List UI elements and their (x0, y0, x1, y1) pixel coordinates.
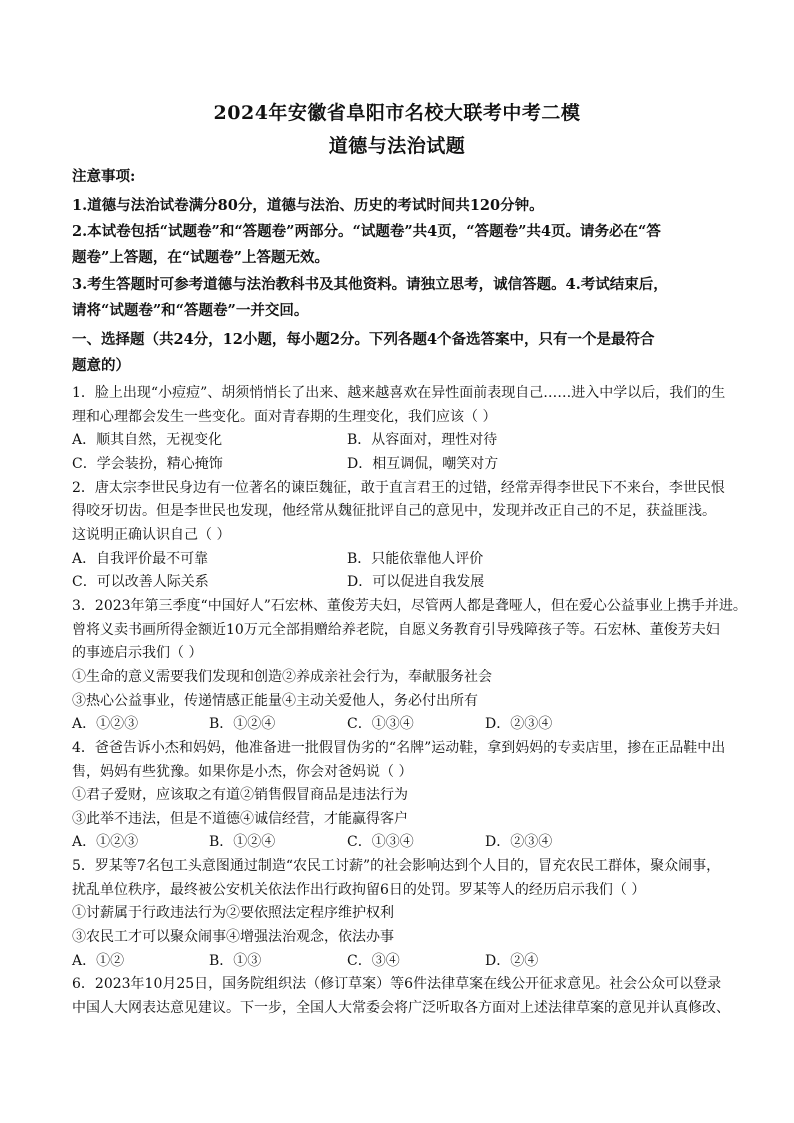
option-b: B．①②④ (209, 834, 276, 850)
option-a: A．自我评价最不可靠 (72, 551, 209, 567)
option-b: B．从容面对，理性对待 (347, 432, 498, 448)
notice-line: 1.道德与法治试卷满分80分，道德与法治、历史的考试时间共120分钟。 (72, 197, 544, 214)
option-d: D．②④ (485, 953, 539, 969)
question-stem: 4．爸爸告诉小杰和妈妈，他准备进一批假冒伪劣的“名牌”运动鞋，拿到妈妈的专卖店里，掺在正品鞋中出 (72, 740, 726, 756)
section-heading: 一、选择题（共24分，12小题，每小题2分。下列各题4个备选答案中，只有一个是最符合 (72, 331, 655, 348)
question-stem: 得咬牙切齿。但是李世民也发现，他经常从魏征批评自己的意见中，发现并改正自己的不足，获益匪浅。 (72, 503, 716, 519)
question-stem: 扰乱单位秩序，最终被公安机关依法作出行政拘留6日的处罚。罗某等人的经历启示我们（ ） (72, 882, 646, 898)
option-d: D．②③④ (485, 834, 553, 850)
option-b: B．①③ (209, 953, 262, 969)
question-stem: 2．唐太宗李世民身边有一位著名的谏臣魏征，敢于直言君王的过错，经常弄得李世民下不来台，李世民恨 (72, 480, 725, 496)
question-stem: 3．2023年第三季度“中国好人”石宏林、董俊芳夫妇，尽管两人都是聋哑人，但在爱心公益事业上携手并进。 (72, 598, 747, 614)
option-b: B．①②④ (209, 716, 276, 732)
exam-subtitle: 道德与法治试题 (328, 135, 466, 157)
question-stem: 1．脸上出现“小痘痘”、胡须悄悄长了出来、越来越喜欢在异性面前表现自己……进入中学以后，我们的生 (72, 385, 726, 401)
question-stem: 理和心理都会发生一些变化。面对青春期的生理变化，我们应该（ ） (72, 409, 497, 425)
notice-line: 2.本试卷包括“试题卷”和“答题卷”两部分。“试题卷”共4页，“答题卷”共4页。请务必在“答 (72, 223, 661, 240)
option-a: A．①② (72, 953, 125, 969)
notice-line: 题卷”上答题，在“试题卷”上答题无效。 (72, 249, 330, 266)
question-stem: 5．罗某等7名包工头意图通过制造“农民工讨薪”的社会影响达到个人目的，冒充农民工群体，聚众闹事， (72, 858, 721, 874)
option-a: A．顺其自然，无视变化 (72, 432, 223, 448)
question-stem: 的事迹启示我们（ ） (72, 645, 203, 661)
option-d: D．可以促进自我发展 (347, 574, 485, 590)
section-heading: 题意的） (72, 357, 130, 374)
question-stem: 曾将义卖书画所得金额近10万元全部捐赠给养老院，自愿义务教育引导残障孩子等。石宏林、董俊芳夫妇 (72, 622, 720, 638)
option-c: C．③④ (347, 953, 400, 969)
question-stem: 中国人大网表达意见建议。下一步，全国人大常委会将广泛听取各方面对上述法律草案的意见并认真修改、 (72, 1000, 730, 1016)
option-d: D．②③④ (485, 716, 553, 732)
notice-line: 3.考生答题时可参考道德与法治教科书及其他资料。请独立思考，诚信答题。4.考试结束后， (72, 276, 668, 293)
option-c: C．①③④ (347, 716, 414, 732)
notice-line: 请将“试题卷”和“答题卷”一并交回。 (72, 302, 309, 319)
question-stem: 售，妈妈有些犹豫。如果你是小杰，你会对爸妈说（ ） (72, 764, 413, 780)
statement-item: ①君子爱财，应该取之有道②销售假冒商品是违法行为 (72, 787, 408, 803)
statement-item: ③热心公益事业，传递情感正能量④主动关爱他人，务必付出所有 (72, 693, 478, 709)
option-b: B．只能依靠他人评价 (347, 551, 484, 567)
statement-item: ③农民工才可以聚众闹事④增强法治观念，依法办事 (72, 929, 394, 945)
statement-item: ①生命的意义需要我们发现和创造②养成亲社会行为，奉献服务社会 (72, 669, 492, 685)
option-d: D．相互调侃，嘲笑对方 (347, 456, 499, 472)
exam-title: 2024年安徽省阜阳市名校大联考中考二模 (213, 102, 581, 124)
notice-heading: 注意事项: (72, 168, 136, 185)
option-a: A．①②③ (72, 834, 139, 850)
question-stem: 这说明正确认识自己（ ） (72, 527, 231, 543)
option-c: C．可以改善人际关系 (72, 574, 209, 590)
statement-item: ③此举不违法，但是不道德④诚信经营，才能赢得客户 (72, 811, 408, 827)
option-a: A．①②③ (72, 716, 139, 732)
option-c: C．①③④ (347, 834, 414, 850)
statement-item: ①讨薪属于行政违法行为②要依照法定程序维护权利 (72, 905, 394, 921)
option-c: C．学会装扮，精心掩饰 (72, 456, 223, 472)
question-stem: 6．2023年10月25日，国务院组织法（修订草案）等6件法律草案在线公开征求意见。社会公众可以登录 (72, 976, 722, 992)
